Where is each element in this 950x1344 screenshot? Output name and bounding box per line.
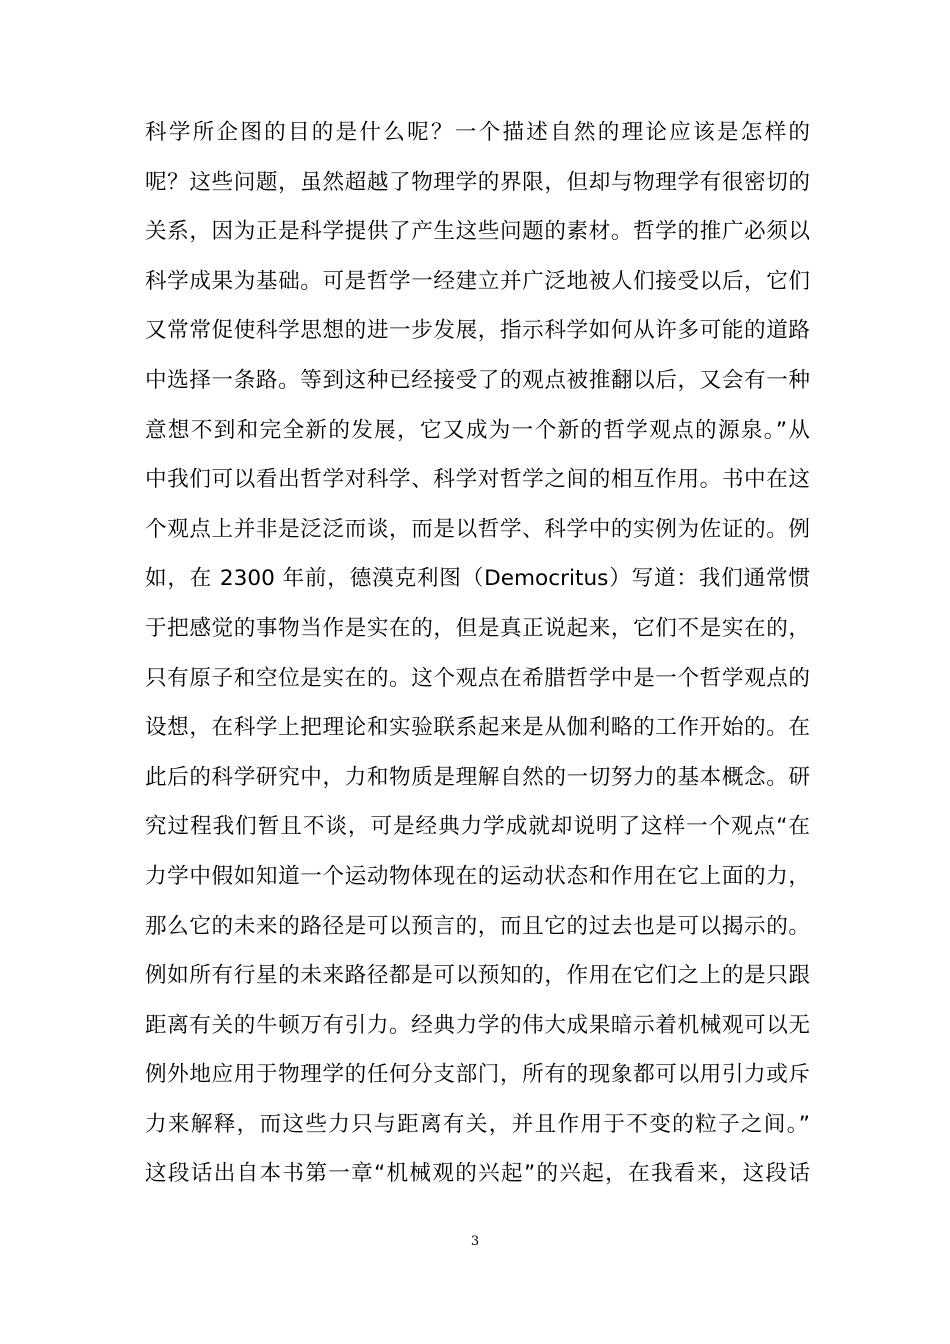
text-line: 设想，在科学上把理论和实验联系起来是从伽利略的工作开始的。在 [145, 715, 810, 741]
text-line: 例外地应用于物理学的任何分支部门，所有的现象都可以用引力或斥 [145, 1062, 810, 1088]
text-line: 中选择一条路。等到这种已经接受了的观点被推翻以后，又会有一种 [145, 367, 810, 393]
text-line: 力学中假如知道一个运动物体现在的运动状态和作用在它上面的力， [145, 863, 810, 889]
text-line: 于把感觉的事物当作是实在的，但是真正说起来，它们不是实在的， [145, 615, 810, 641]
text-line: 呢？这些问题，虽然超越了物理学的界限，但却与物理学有很密切的 [145, 169, 810, 195]
page-number: 3 [470, 1234, 480, 1249]
text-line: 又常常促使科学思想的进一步发展，指示科学如何从许多可能的道路 [145, 318, 810, 344]
text-line: 只有原子和空位是实在的。这个观点在希腊哲学中是一个哲学观点的 [145, 665, 810, 691]
text-line: 那么它的未来的路径是可以预言的，而且它的过去也是可以揭示的。 [145, 913, 810, 939]
text-line: 个观点上并非是泛泛而谈，而是以哲学、科学中的实例为佐证的。例 [145, 516, 810, 542]
text-line: 究过程我们暂且不谈，可是经典力学成就却说明了这样一个观点“在 [145, 814, 810, 840]
text-line: 距离有关的牛顿万有引力。经典力学的伟大成果暗示着机械观可以无 [145, 1012, 810, 1038]
text-line: 科学成果为基础。可是哲学一经建立并广泛地被人们接受以后，它们 [145, 268, 810, 294]
text-line: 这段话出自本书第一章“机械观的兴起”的兴起，在我看来，这段话 [145, 1161, 810, 1187]
text-line: 如，在 2300 年前，德漠克利图（Democritus）写道：我们通常惯 [145, 566, 810, 592]
text-line: 例如所有行星的未来路径都是可以预知的，作用在它们之上的是只跟 [145, 963, 810, 989]
text-line: 关系，因为正是科学提供了产生这些问题的素材。哲学的推广必须以 [145, 219, 810, 245]
text-line: 中我们可以看出哲学对科学、科学对哲学之间的相互作用。书中在这 [145, 467, 810, 493]
text-line: 此后的科学研究中，力和物质是理解自然的一切努力的基本概念。研 [145, 764, 810, 790]
text-line: 力来解释，而这些力只与距离有关，并且作用于不变的粒子之间。” [145, 1111, 810, 1137]
text-line: 意想不到和完全新的发展，它又成为一个新的哲学观点的源泉。”从 [145, 417, 810, 443]
text-line: 科学所企图的目的是什么呢？一个描述自然的理论应该是怎样的 [145, 120, 810, 145]
body-text [145, 108, 810, 1199]
